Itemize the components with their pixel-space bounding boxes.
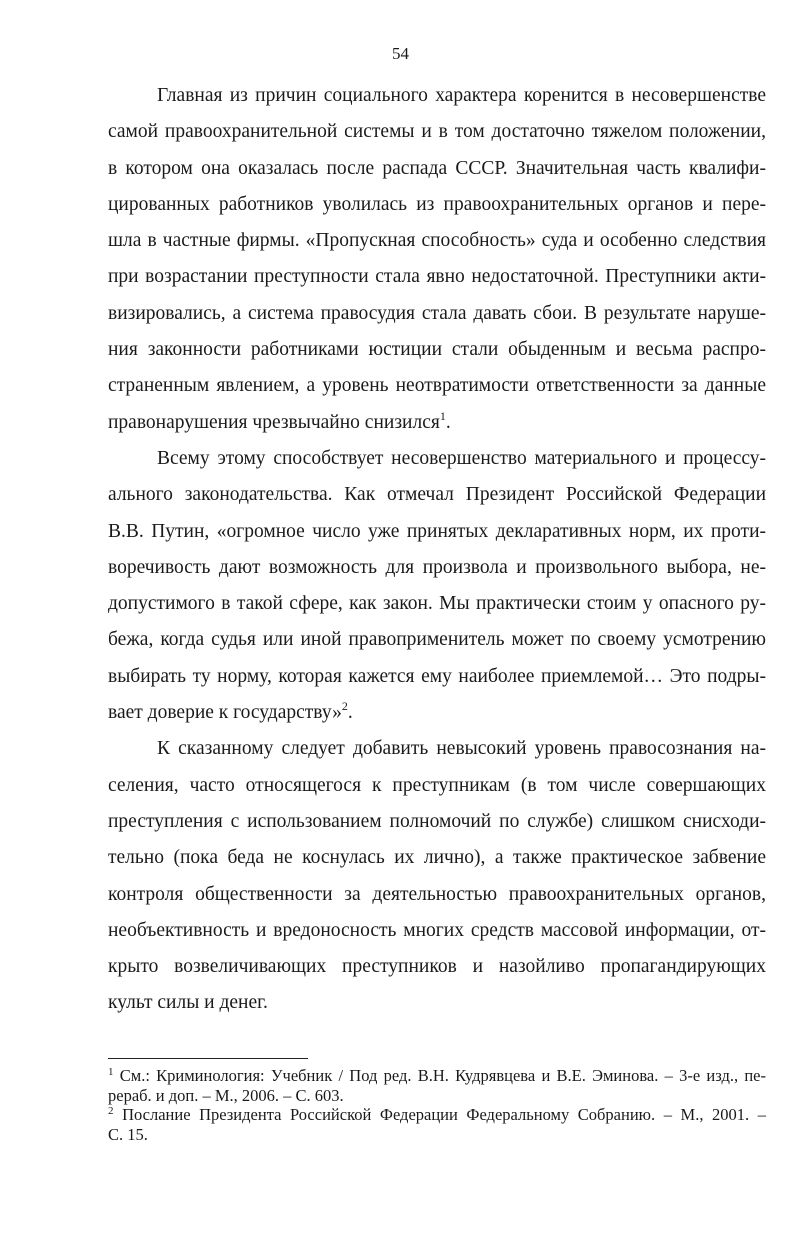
- text-line: Главная из причин социального характера коренится в несовершенстве: [157, 85, 766, 106]
- footnote-line: С. 15.: [108, 1124, 148, 1144]
- text-line: [108, 695, 766, 731]
- text-line: выбирать ту норму, которая кажется ему наиболее приемлемой… Это подры-: [108, 665, 766, 687]
- text-line: страненным явлением, а уровень неотвратимости ответственности за данные: [108, 375, 766, 397]
- footnote-line: [108, 1105, 766, 1125]
- footnote-line: рераб. и доп. – М., 2006. – С. 603.: [108, 1085, 344, 1105]
- text-line: тельно (пока беда не коснулась их лично), а также практическое забвение: [108, 847, 766, 869]
- text-line-content: вает доверие к государству»: [108, 702, 342, 724]
- text-line-content: правонарушения чрезвычайно снизился: [108, 411, 440, 433]
- footnote-reference[interactable]: 1: [439, 408, 446, 423]
- text-line: ального законодательства. Как отмечал Президент Российской Федерации: [108, 484, 766, 506]
- text-line: крыто возвеличивающих преступников и назойливо пропагандирующих: [108, 956, 766, 978]
- text-line: визировались, а система правосудия стала давать сбои. В результате наруше-: [108, 302, 766, 324]
- text-line: [108, 405, 766, 441]
- text-line: воречивость дают возможность для произвола и произвольного выбора, не-: [108, 556, 766, 578]
- text-line: необъективность и вредоносность многих средств массовой информации, от-: [108, 919, 766, 941]
- footnote-separator: [108, 1058, 308, 1059]
- text-line: В.В. Путин, «огромное число уже принятых декларативных норм, их проти-: [108, 520, 766, 542]
- paragraph-3: [108, 731, 766, 1021]
- text-line: цированных работников уволилась из правоохранительных органов и пере-: [108, 193, 766, 215]
- text-line: ния законности работниками юстиции стали обыденным и весьма распро-: [108, 339, 766, 361]
- footnote-text: См.: Криминология: Учебник / Под ред. В.Н. Кудрявцева и В.Е. Эминова. – 3-е изд., пе-: [113, 1066, 766, 1085]
- text-line: допустимого в такой сфере, как закон. Мы практически стоим у опасного ру-: [108, 593, 766, 615]
- paragraph-2: [108, 441, 766, 731]
- footnotes: [108, 1066, 766, 1144]
- text-line: Всему этому способствует несовершенство материального и процессу-: [157, 447, 766, 469]
- text-line: при возрастании преступности стала явно недостаточной. Преступники акти-: [108, 266, 766, 288]
- footnote-mark: 1: [108, 1066, 114, 1078]
- page-number: 54: [392, 44, 409, 63]
- footnote-text: Послание Президента Российской Федерации Федеральному Собранию. – М., 2001. –: [113, 1105, 766, 1124]
- text-line: шла в частные фирмы. «Пропускная способность» суда и особенно следствия: [108, 230, 766, 252]
- text-line: селения, часто относящегося к преступникам (в том числе совершающих: [108, 774, 766, 796]
- paragraph-1: [108, 78, 766, 441]
- footnote-reference[interactable]: 2: [341, 699, 348, 714]
- footnote-mark: 2: [108, 1105, 114, 1117]
- footnote-line: [108, 1066, 766, 1086]
- body-text: [108, 78, 766, 1022]
- text-line: самой правоохранительной системы и в том достаточно тяжелом положении,: [108, 121, 766, 143]
- text-line: в котором она оказалась после распада СССР. Значительная часть квалифи-: [108, 157, 766, 179]
- text-line: К сказанному следует добавить невысокий уровень правосознания на-: [157, 738, 766, 760]
- text-line: бежа, когда судья или иной правоприменитель может по своему усмотрению: [108, 629, 766, 651]
- footnote-2: [108, 1105, 766, 1144]
- text-line: контроля общественности за деятельностью правоохранительных органов,: [108, 883, 766, 905]
- sentence-end: .: [445, 411, 451, 433]
- sentence-end: .: [347, 702, 353, 724]
- text-line: культ силы и денег.: [108, 992, 268, 1014]
- footnote-1: [108, 1066, 766, 1105]
- text-line: преступления с использованием полномочий по службе) слишком снисходи-: [108, 810, 766, 832]
